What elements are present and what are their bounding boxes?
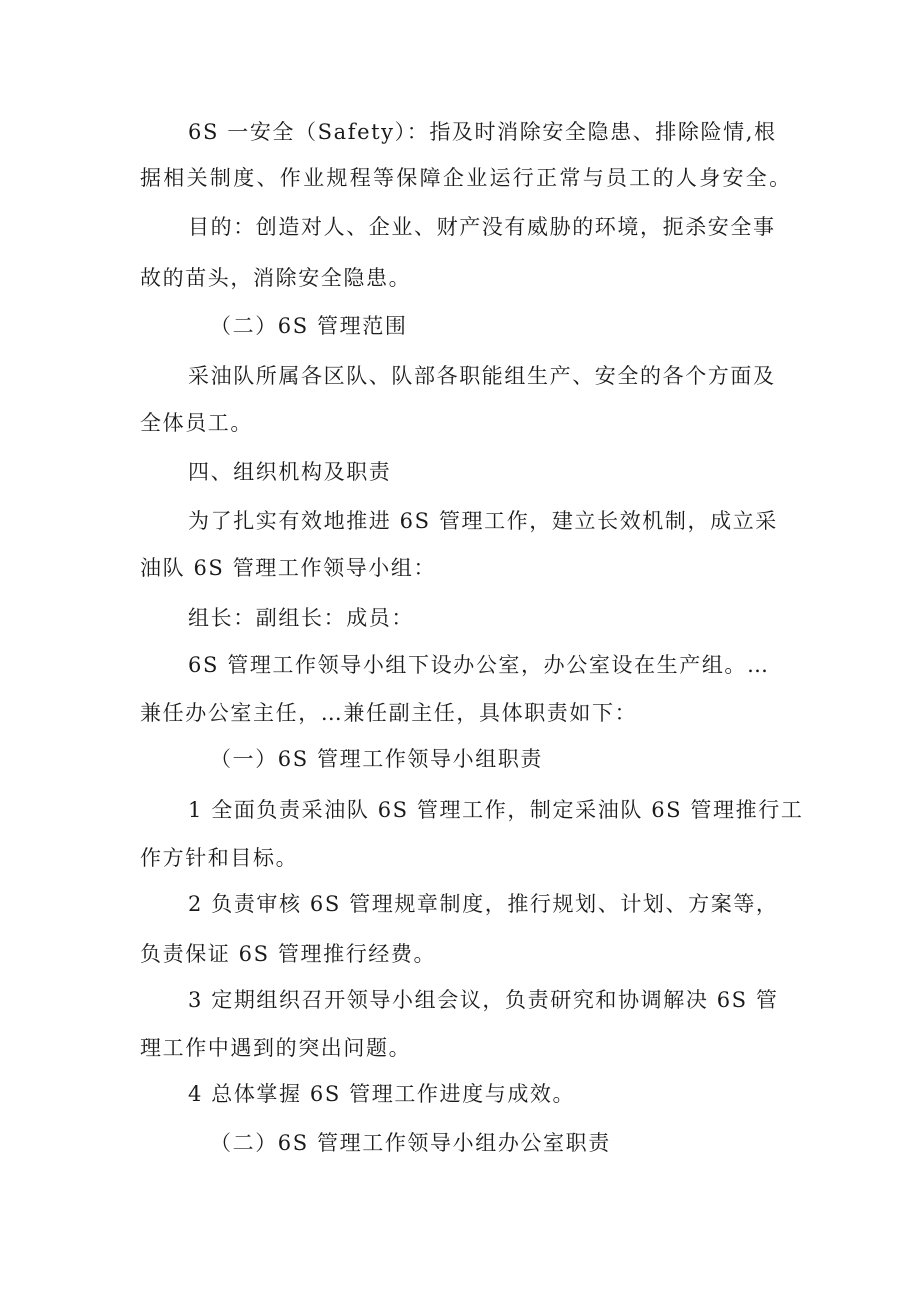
- duty-item-4: 4 总体掌握 6S 管理工作进度与成效。: [188, 1082, 576, 1106]
- duty-item-3-line-2: 理工作中遇到的突出问题。: [140, 1036, 412, 1060]
- paragraph-scope-line-1: 采油队所属各区队、队部各职能组生产、安全的各个方面及: [188, 364, 776, 388]
- duty-item-3-line-1: 3 定期组织召开领导小组会议，负责研究和协调解决 6S 管: [188, 988, 779, 1012]
- paragraph-leadership-line-2: 油队 6S 管理工作领导小组：: [140, 556, 437, 580]
- paragraph-office-line-2: 兼任办公室主任，…兼任副主任，具体职责如下：: [140, 701, 638, 725]
- paragraph-purpose-line-1: 目的：创造对人、企业、财产没有威胁的环境，扼杀安全事: [188, 215, 776, 239]
- duty-item-1-line-2: 作方针和目标。: [140, 846, 299, 870]
- paragraph-members: 组长：副组长：成员：: [188, 606, 414, 630]
- paragraph-office-line-1: 6S 管理工作领导小组下设办公室，办公室设在生产组。…: [188, 653, 770, 677]
- paragraph-scope-line-2: 全体员工。: [140, 411, 253, 435]
- section-heading-scope: （二）6S 管理范围: [210, 314, 408, 338]
- duty-item-2-line-1: 2 负责审核 6S 管理规章制度，推行规划、计划、方案等，: [188, 892, 779, 916]
- paragraph-safety-line-2: 据相关制度、作业规程等保障企业运行正常与员工的人身安全。: [140, 166, 793, 190]
- section-heading-group-duties: （一）6S 管理工作领导小组职责: [210, 747, 544, 771]
- paragraph-leadership-line-1: 为了扎实有效地推进 6S 管理工作，建立长效机制，成立采: [188, 509, 778, 533]
- paragraph-safety-line-1: 6S 一安全（Safety）：指及时消除安全隐患、排除险情,根: [188, 120, 777, 144]
- duty-item-2-line-2: 负责保证 6S 管理推行经费。: [140, 942, 437, 966]
- duty-item-1-line-1: 1 全面负责采油队 6S 管理工作，制定采油队 6S 管理推行工: [188, 798, 804, 822]
- section-heading-office-duties: （二）6S 管理工作领导小组办公室职责: [210, 1131, 611, 1155]
- paragraph-purpose-line-2: 故的苗头，消除安全隐患。: [140, 266, 412, 290]
- chapter-heading-organization: 四、组织机构及职责: [188, 460, 392, 484]
